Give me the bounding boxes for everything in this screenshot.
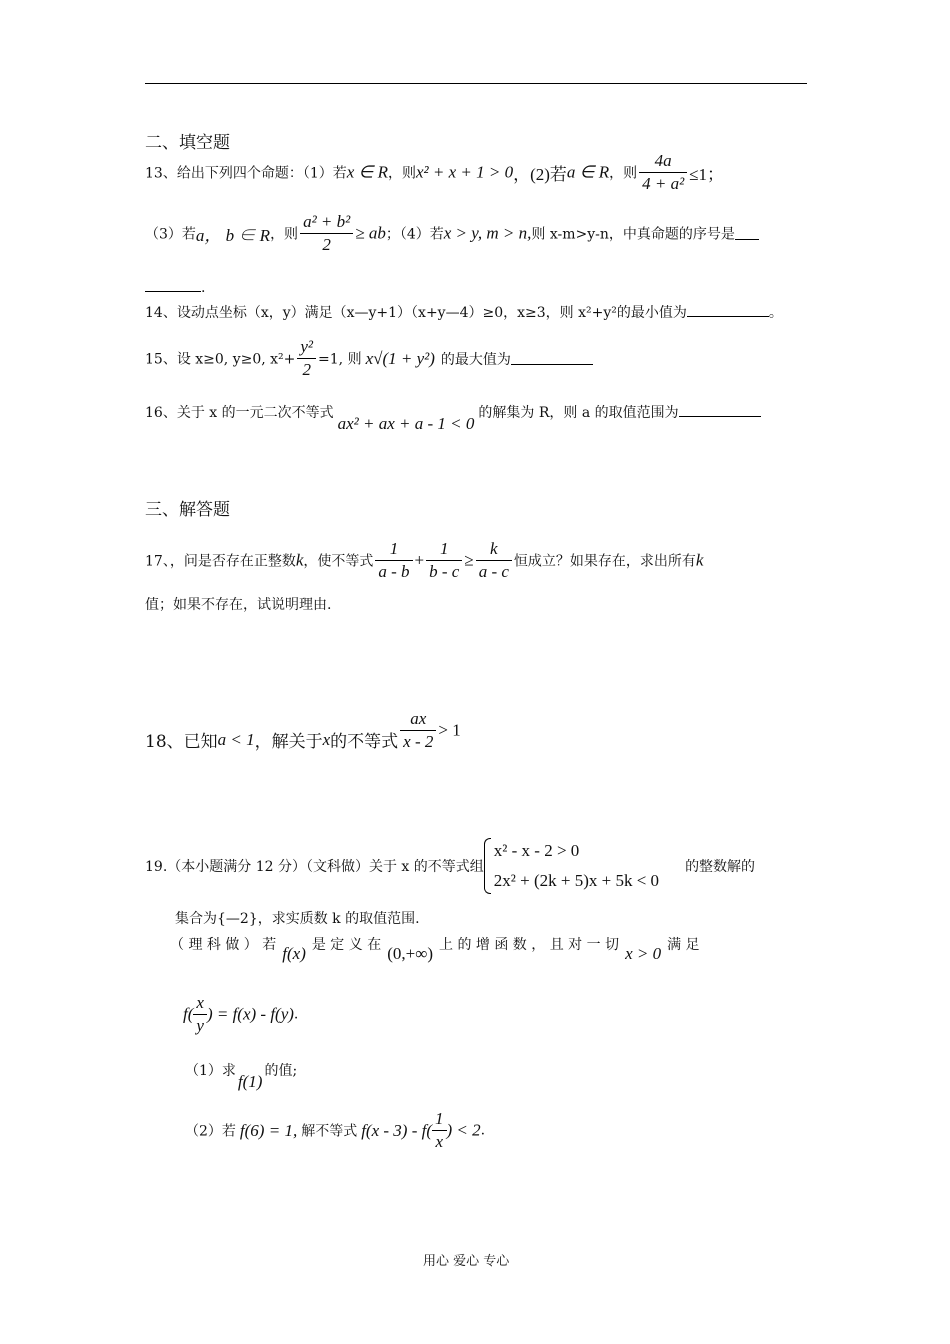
page-footer: 用心 爱心 专心	[423, 1254, 510, 1269]
q19-science-line: （ 理 科 做 ） 若 f(x) 是 定 义 在 (0,+∞) 上 的 增 函 数 ， 且 对 一 切 x > 0 满 足	[170, 937, 700, 963]
q17-fraction-1: $\frac{1}{a - b}$	[375, 538, 412, 583]
q17-fraction-3: $\frac{k}{a - c}$	[476, 538, 512, 583]
q15: 15、设 x≥0, y≥0, x²+ $\frac{\text{y²}}{2}$ =1, 则 x√(1 + y²) 的最大值为	[145, 336, 593, 381]
q15-answer-blank	[511, 352, 593, 365]
header-rule	[145, 83, 807, 84]
q18-fraction: $\frac{ax}{x - 2}$	[400, 708, 436, 753]
q19-functional-equation: f( $\frac{x}{y}$ ) = f(x) - f(y).	[183, 993, 299, 1035]
q16: 16、关于 x 的一元二次不等式ax² + ax + a - 1 < 0的解集为 R，则 a 的取值范围为	[145, 402, 761, 422]
q16-answer-blank	[679, 404, 761, 417]
section-title-fill-blank: 二、填空题	[145, 133, 230, 153]
q19-line1: 19.（本小题满分 12 分）（文科做）关于 x 的不等式组 x² - x - 2 > 0 2x² + (2k + 5)x + 5k < 0 的整数解的	[145, 836, 755, 896]
q13-line1: 13、给出下列四个命题：（1）若x ∈ R，则x² + x + 1 > 0，(2)若a ∈ R，则 $\frac{4a}{\text{4 + a²}}$ ≤1；	[145, 151, 725, 193]
q15-expression: x√(1 + y²)	[365, 348, 435, 368]
q17-fraction-2: $\frac{1}{b - c}$	[426, 538, 462, 583]
q18: 18、已知a < 1，解关于x的不等式 $\frac{ax}{x - 2}$ > 1	[145, 709, 461, 752]
q13-answer-blank-continued	[145, 279, 201, 292]
q13-fraction-1: $\frac{4a}{\text{4 + a²}}$	[639, 150, 687, 195]
q19-line2: 集合为{—2}，求实质数 k 的取值范围.	[175, 911, 420, 927]
q17-line1: 17、，问是否存在正整数k，使不等式 $\frac{1}{a - b}$ + $\frac{1}{b - c}$ ≥ $\frac{k}{a - c}$ 恒成立？如果存在，求出所有k	[145, 539, 704, 581]
q17-line2: 值；如果不存在，试说明理由.	[145, 597, 332, 613]
q14: 14、设动点坐标（x，y）满足（x—y+1）（x+y—4）≥0，x≥3，则 x²+y²的最小值为 。	[145, 305, 783, 321]
section-title-solve: 三、解答题	[145, 500, 230, 520]
q19-part2-fraction: $\frac{1}{x}$	[432, 1108, 447, 1153]
q19-inequality-system: x² - x - 2 > 0 2x² + (2k + 5)x + 5k < 0	[484, 836, 659, 896]
q13-answer-blank	[735, 227, 759, 240]
q13-line3: .	[145, 279, 205, 296]
q15-fraction: $\frac{\text{y²}}{2}$	[297, 336, 316, 381]
q16-expression: ax² + ax + a - 1 < 0	[337, 414, 475, 433]
q19-part2: （2）若 f(6) = 1, 解不等式 f(x - 3) - f( $\frac{1}{x}$ ) < 2.	[185, 1109, 486, 1151]
q19-eq-fraction: $\frac{x}{y}$	[193, 992, 207, 1037]
q13-fraction-2: $\frac{\text{a² + b²}}{2}$	[300, 211, 353, 256]
q19-part1: （1）求f(1)的值;	[185, 1063, 298, 1091]
q13-line2: （3）若a， b ∈ R，则 $\frac{\text{a² + b²}}{2}$ ≥ ab；（4）若x > y, m > n,则 x-m>y-n，中真命题的序号是	[145, 211, 759, 256]
q14-answer-blank	[687, 304, 769, 317]
